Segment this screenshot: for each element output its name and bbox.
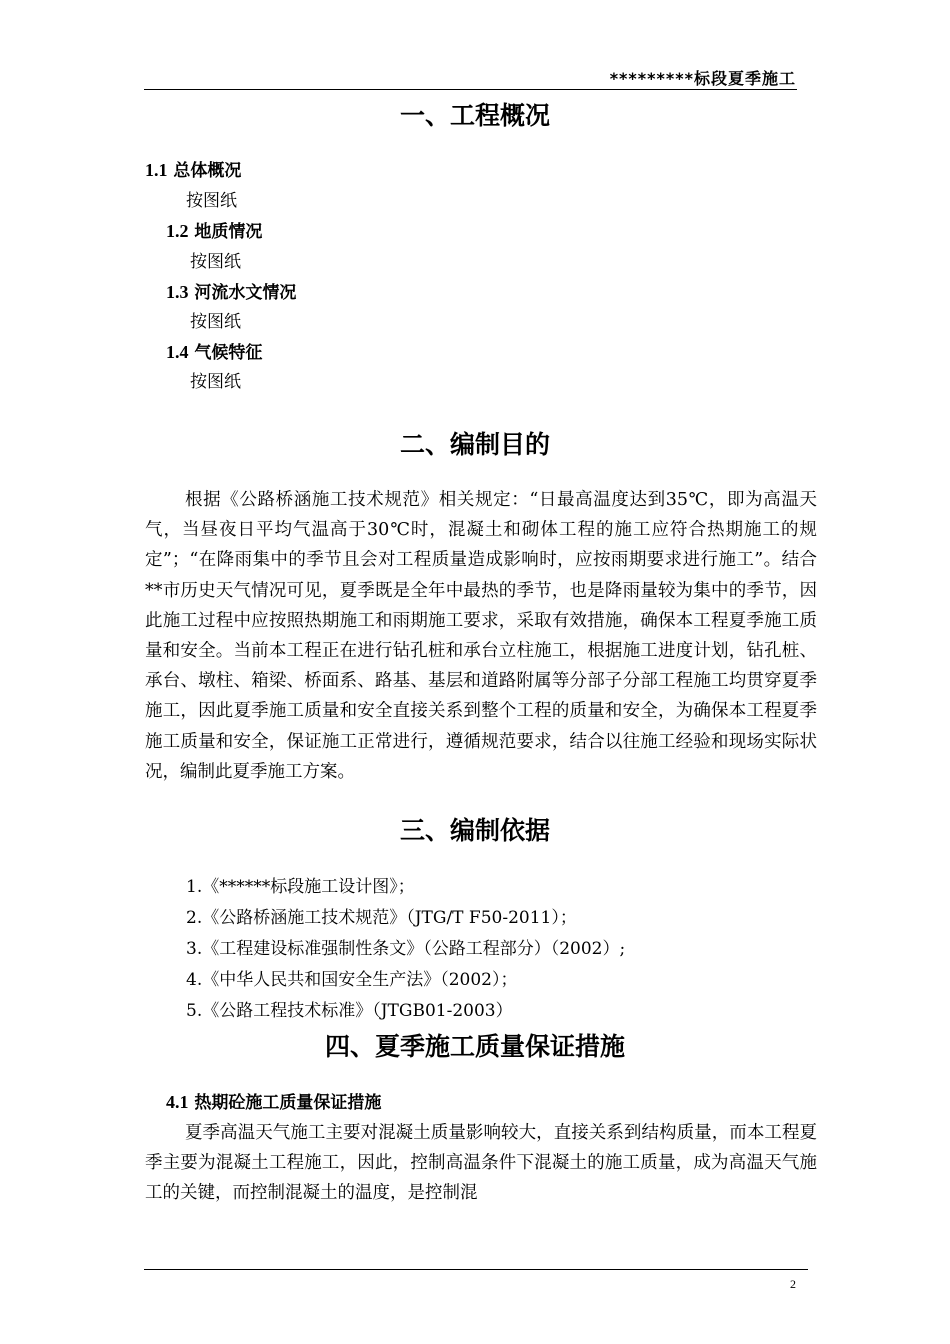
subsection-number: 1.4	[166, 342, 189, 362]
subsection-number: 4.1	[166, 1092, 189, 1112]
subsection-title: 气候特征	[194, 343, 263, 363]
subsection-title: 总体概况	[173, 161, 242, 181]
subsection-1-4-heading	[166, 340, 262, 365]
section-2-title: 二、编制目的	[399, 430, 550, 459]
header-rule	[144, 89, 797, 90]
subsection-number: 1.2	[166, 221, 189, 241]
subsection-1-2-heading	[166, 219, 262, 244]
reference-item: 2.《公路桥涵施工技术规范》（JTG/T F50-2011）；	[186, 908, 577, 928]
subsection-title: 河流水文情况	[194, 283, 297, 303]
section-3-title: 三、编制依据	[399, 816, 550, 845]
section-4-paragraph: 夏季高温天气施工主要对混凝土质量影响较大，直接关系到结构质量，而本工程夏季主要为混凝土工程施工，因此，控制高温条件下混凝土的施工质量，成为高温天气施工的关键，而控制混凝土的温度，是控制混	[145, 1123, 817, 1204]
subsection-1-3-heading	[166, 280, 296, 305]
header-title: *********标段夏季施工	[609, 69, 796, 88]
subsection-title: 地质情况	[194, 222, 263, 242]
subsection-1-4-body: 按图纸	[190, 372, 241, 392]
subsection-1-3-body: 按图纸	[190, 312, 241, 332]
section-4-title: 四、夏季施工质量保证措施	[324, 1032, 625, 1061]
section-1-title: 一、工程概况	[399, 101, 550, 130]
subsection-title: 热期砼施工质量保证措施	[194, 1093, 382, 1113]
subsection-1-1-heading	[145, 158, 241, 183]
reference-item: 4.《中华人民共和国安全生产法》（2002）；	[186, 970, 518, 990]
page-number: 2	[790, 1277, 796, 1291]
footer-rule	[144, 1269, 808, 1270]
reference-item: 1.《******标段施工设计图》；	[186, 877, 415, 897]
subsection-1-2-body: 按图纸	[190, 252, 241, 272]
section-2-paragraph: 根据《公路桥涵施工技术规范》相关规定：“日最高温度达到35℃，即为高温天气，当昼夜日平均气温高于30℃时，混凝土和砌体工程的施工应符合热期施工的规定”；“在降雨集中的季节且会对工程质量造成影响时，应按雨期要求进行施工”。结合**市历史天气情况可见，夏季既是全年中最热的季节，也是降雨量较为集中的季节，因此施工过程中应按照热期施工和雨期施工要求，采取有效措施，确保本工程夏季施工质量和安全。当前本工程正在进行钻孔桩和承台立柱施工，根据施工进度计划，钻孔桩、承台、墩柱、箱梁、桥面系、路基、基层和道路附属等分部子分部工程施工均贯穿夏季施工，因此夏季施工质量和安全直接关系到整个工程的质量和安全，为确保本工程夏季施工质量和安全，保证施工正常进行，遵循规范要求，结合以往施工经验和现场实际状况，编制此夏季施工方案。	[145, 490, 817, 782]
subsection-1-1-body: 按图纸	[186, 191, 237, 211]
subsection-number: 1.3	[166, 282, 189, 302]
reference-item: 3.《工程建设标准强制性条文》（公路工程部分）（2002）;	[186, 939, 626, 959]
subsection-4-1-heading	[166, 1090, 381, 1115]
subsection-number: 1.1	[145, 160, 168, 180]
reference-item: 5.《公路工程技术标准》（JTGB01-2003）	[186, 1001, 513, 1021]
